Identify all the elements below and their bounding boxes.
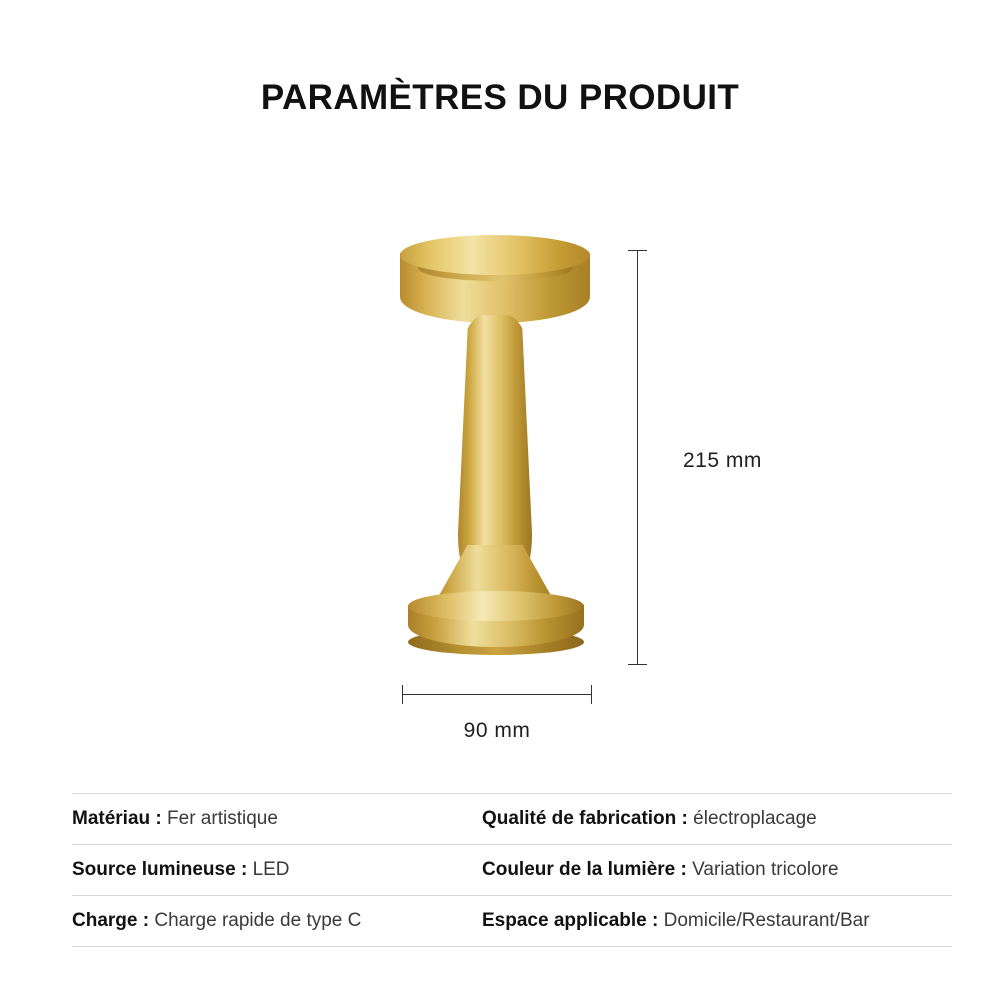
spec-row [72,895,952,947]
height-dimension-line [637,250,638,665]
height-dimension-label: 215 mm [683,449,762,472]
spec-key: Couleur de la lumière : [482,859,687,880]
spec-row [72,793,952,844]
width-dimension-line [402,694,592,695]
height-tick-top [628,250,647,251]
lamp-head-top [400,235,590,275]
spec-value: Variation tricolore [692,859,839,880]
spec-cell-light-source [72,845,482,895]
spec-cell-applicable-space [482,896,952,946]
gold-table-lamp-illustration [330,215,690,685]
spec-table [72,793,952,947]
lamp-base-top [408,591,584,621]
spec-key: Qualité de fabrication : [482,808,688,829]
spec-key: Espace applicable : [482,910,659,931]
product-image [330,215,690,685]
width-tick-left [402,685,403,704]
height-tick-bottom [628,664,647,665]
spec-cell-manufacturing-quality [482,794,952,844]
spec-key: Matériau : [72,808,162,829]
spec-row [72,844,952,895]
spec-key: Source lumineuse : [72,859,248,880]
spec-cell-charging [72,896,482,946]
width-tick-right [591,685,592,704]
spec-cell-material [72,794,482,844]
spec-value: LED [252,859,290,880]
spec-cell-light-color [482,845,952,895]
page-title: PARAMÈTRES DU PRODUIT [260,78,740,117]
spec-value: Charge rapide de type C [154,910,362,931]
spec-value: Fer artistique [167,808,278,829]
width-dimension-label: 90 mm [463,719,531,742]
spec-value: électroplacage [693,808,817,829]
spec-key: Charge : [72,910,150,931]
spec-value: Domicile/Restaurant/Bar [663,910,870,931]
